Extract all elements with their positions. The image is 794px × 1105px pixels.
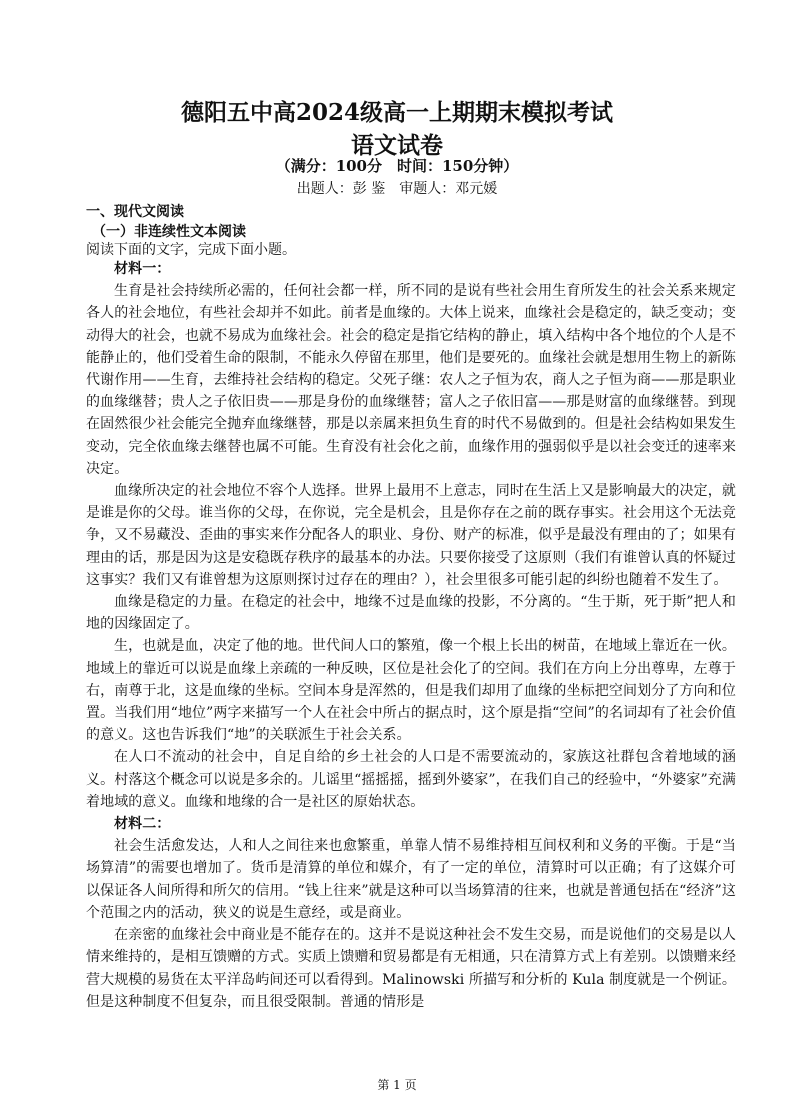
exam-subtitle: 语文试卷 (351, 132, 443, 159)
authors: 出题人：彭 鉴 审题人：邓元媛 (296, 181, 498, 197)
exam-title: 德阳五中高2024级高一上期期末模拟考试 (180, 99, 613, 126)
section-heading: 一、现代文阅读 (86, 204, 184, 220)
paragraph: 生育是社会持续所必需的，任何社会都一样，所不同的是说有些社会用生育所发生的社会关系来规定各人的社会地位，有些社会却并不如此。前者是血缘的。大体上说来，血缘社会是稳定的，缺乏变动；变动得大的社会，也就不易成为血缘社会。社会的稳定是指它结构的静止，填入结构中各个地位的个人是不能静止的，他们受着生命的限制，不能永久停留在那里，他们是要死的。血缘社会就是想用生物上的新陈代谢作用——生育，去维持社会结构的稳定。父死子继：农人之子恒为农，商人之子恒为商——那是职业的血缘继替；贵人之子依旧贵——那是身份的血缘继替；富人之子依旧富——那是财富的血缘继替。到现在固然很少社会能完全抛弃血缘继替，那是以亲属来担负生育的时代不易做到的。但是社会结构如果发生变动，完全依血缘去继替也属不可能。生育没有社会化之前，血缘作用的强弱似乎是以社会变迁的速率来决定。 (86, 283, 736, 477)
instruction: 阅读下面的文字，完成下面小题。 (86, 242, 296, 258)
paragraph: 社会生活愈发达，人和人之间往来也愈繁重，单靠人情不易维持相互间权利和义务的平衡。于是“当场算清”的需要也增加了。货币是清算的单位和媒介，有了一定的单位，清算时可以正确；有了这媒介可以保证各人间所得和所欠的信用。“钱上往来”就是这种可以当场算清的往来，也就是普通包括在“经济”这个范围之内的活动，狭义的说是生意经，或是商业。 (86, 838, 736, 921)
paragraph: 在亲密的血缘社会中商业是不能存在的。这并不是说这种社会不发生交易，而是说他们的交易是以人情来维持的，是相互馈赠的方式。实质上馈赠和贸易都是有无相通，只在清算方式上有差别。以馈赠来经营大规模的易货在太平洋岛屿间还可以看得到。Malinowski 所描写和分析的 Kula 制度就是一个例证。但是这种制度不但复杂，而且很受限制。普通的情形是 (86, 927, 736, 1010)
page-number: 第 1 页 (377, 1078, 417, 1092)
paragraph: 生，也就是血，决定了他的地。世代间人口的繁殖，像一个根上长出的树苗，在地域上靠近在一伙。地域上的靠近可以说是血缘上亲疏的一种反映，区位是社会化了的空间。我们在方向上分出尊卑，左尊于右，南尊于北，这是血缘的坐标。空间本身是浑然的，但是我们却用了血缘的坐标把空间划分了方向和位置。当我们用“地位”两字来描写一个人在社会中所占的据点时，这个原是指“空间”的名词却有了社会价值的意义。这也告诉我们“地”的关联派生于社会关系。 (86, 638, 736, 744)
article-body (86, 258, 736, 1013)
material2-label: 材料二： (114, 816, 171, 833)
paragraph: 血缘是稳定的力量。在稳定的社会中，地缘不过是血缘的投影，不分离的。“生于斯，死于斯”把人和地的因缘固定了。 (86, 594, 736, 633)
section-subheading: （一）非连续性文本阅读 (92, 224, 246, 240)
paragraph: 血缘所决定的社会地位不容个人选择。世界上最用不上意志，同时在生活上又是影响最大的决定，就是谁是你的父母。谁当你的父母，在你说，完全是机会，且是你存在之前的既存事实。社会用这个无法竞争，又不易藏没、歪曲的事实来作分配各人的职业、身份、财产的标准，似乎是最没有理由的了；如果有理由的话，那是因为这是安稳既存秩序的最基本的办法。只要你接受了这原则（我们有谁曾认真的怀疑过这事实？我们又有谁曾想为这原则探讨过存在的理由？），社会里很多可能引起的纠纷也随着不发生了。 (86, 483, 736, 588)
score-time: （满分：100分 时间：150分钟） (275, 157, 519, 175)
material1-label: 材料一： (114, 261, 171, 277)
paragraph: 在人口不流动的社会中，自足自给的乡土社会的人口是不需要流动的，家族这社群包含着地域的涵义。村落这个概念可以说是多余的。儿谣里“摇摇摇，摇到外婆家”，在我们自己的经验中，“外婆家”充满着地域的意义。血缘和地缘的合一是社区的原始状态。 (86, 749, 736, 810)
